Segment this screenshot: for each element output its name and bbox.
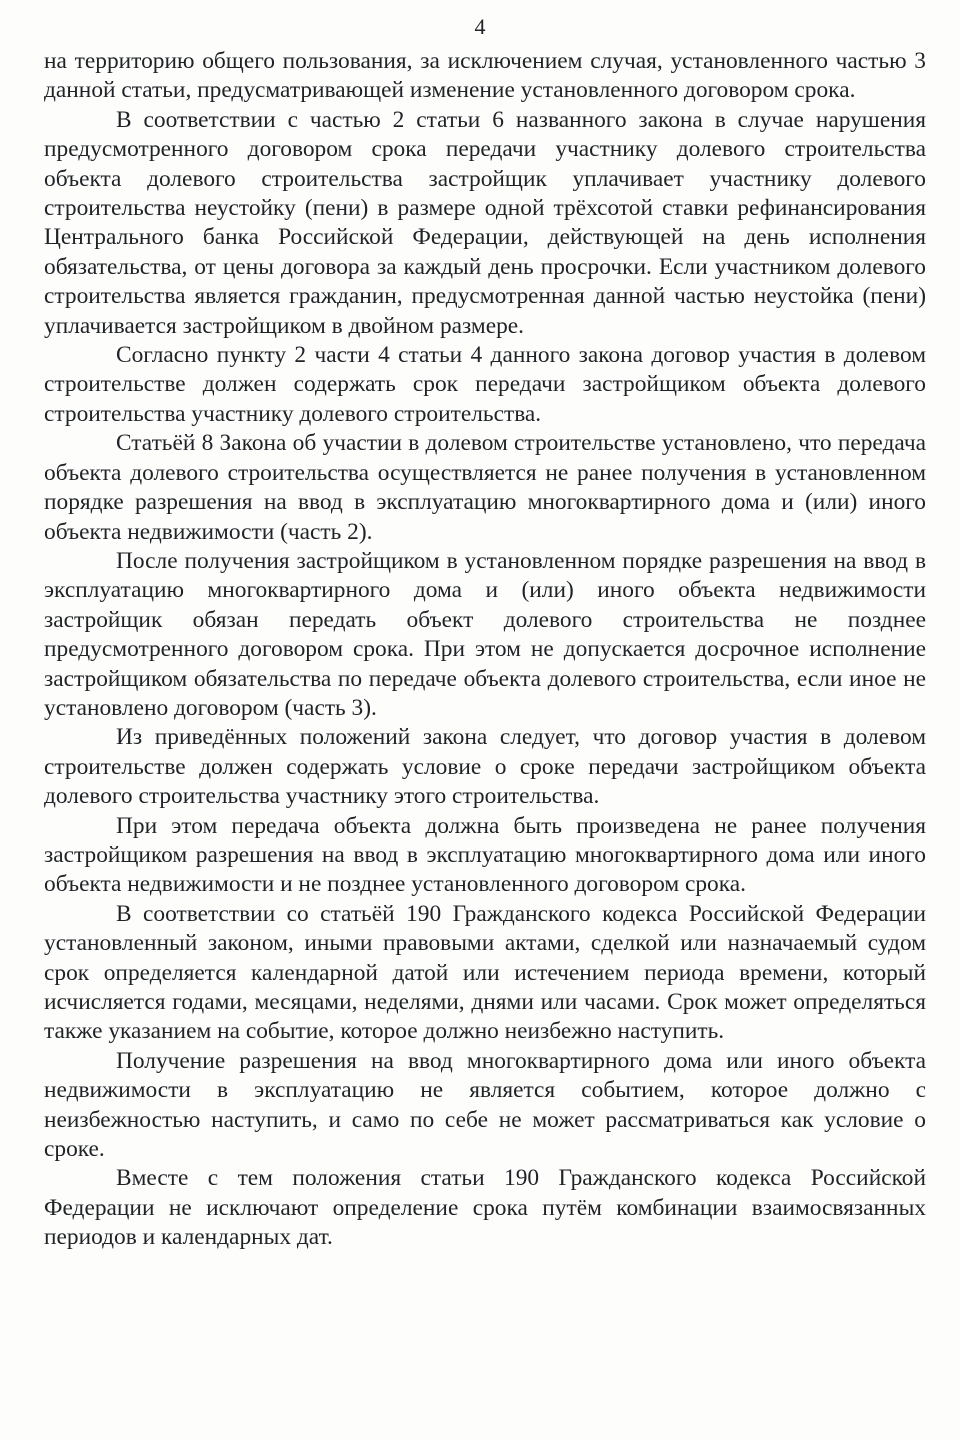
paragraph-transfer-obligation: После получения застройщиком в установленном порядке разрешения на ввод в эксплуатацию многоквартирного дома и (или) иного объекта недвижимости застройщик обязан передать объект долевого строительства не позднее предусмотренного договором срока. При этом не допускается досрочное исполнение застройщиком обязательства по передаче объекта долевого строительства, если иное не установлено договором (часть 3). xyxy=(44,547,926,721)
paragraph-transfer-timing: При этом передача объекта должна быть произведена не ранее получения застройщиком разрешения на ввод в эксплуатацию многоквартирного дома или иного объекта недвижимости и не позднее установленного договором срока. xyxy=(44,812,926,898)
paragraph-contract-term: Согласно пункту 2 части 4 статьи 4 данного закона договор участия в долевом строительстве должен содержать срок передачи застройщиком объекта долевого строительства участнику долевого строительства. xyxy=(44,342,926,427)
paragraph-combination: Вместе с тем положения статьи 190 Гражданского кодекса Российской Федерации не исключают определение срока путём комбинации взаимосвязанных периодов и календарных дат. xyxy=(44,1165,926,1251)
paragraph-article-190: В соответствии со статьёй 190 Гражданского кодекса Российской Федерации установленный законом, иными правовыми актами, сделкой или назначаемый судом срок определяется календарной датой или истечением периода времени, который исчисляется годами, месяцами, неделями, днями или часами. Срок может определяться также указанием на событие, которое должно неизбежно наступить. xyxy=(44,900,926,1045)
paragraph-penalty: В соответствии с частью 2 статьи 6 названного закона в случае нарушения предусмотренного договором срока передачи участнику долевого строительства объекта долевого строительства застройщик уплачивает участнику долевого строительства неустойку (пени) в размере одной трёхсотой ставки рефинансирования Центрального банка Российской Федерации, действующей на день исполнения обязательства, от цены договора за каждый день просрочки. Если участником долевого строительства является гражданин, предусмотренная данной частью неустойка (пени) уплачивается застройщиком в двойном размере. xyxy=(44,106,926,339)
paragraph-article-8: Статьёй 8 Закона об участии в долевом строительстве установлено, что передача объекта долевого строительства осуществляется не ранее получения в установленном порядке разрешения на ввод в эксплуатацию многоквартирного дома и (или) иного объекта недвижимости (часть 2). xyxy=(44,430,926,545)
document-body xyxy=(44,47,926,1253)
paragraph-permit-not-event: Получение разрешения на ввод многоквартирного дома или иного объекта недвижимости в эксплуатацию не является событием, которое должно с неизбежностью наступить, и само по себе не может рассматриваться как условие о сроке. xyxy=(44,1047,926,1163)
page-number: 4 xyxy=(474,14,486,39)
paragraph-continuation: на территорию общего пользования, за исключением случая, установленного частью 3 данной статьи, предусматривающей изменение установленного договором срока. xyxy=(44,48,926,104)
paragraph-conclusion: Из приведённых положений закона следует, что договор участия в долевом строительстве должен содержать условие о сроке передачи застройщиком объекта долевого строительства участнику этого строительства. xyxy=(44,724,926,810)
